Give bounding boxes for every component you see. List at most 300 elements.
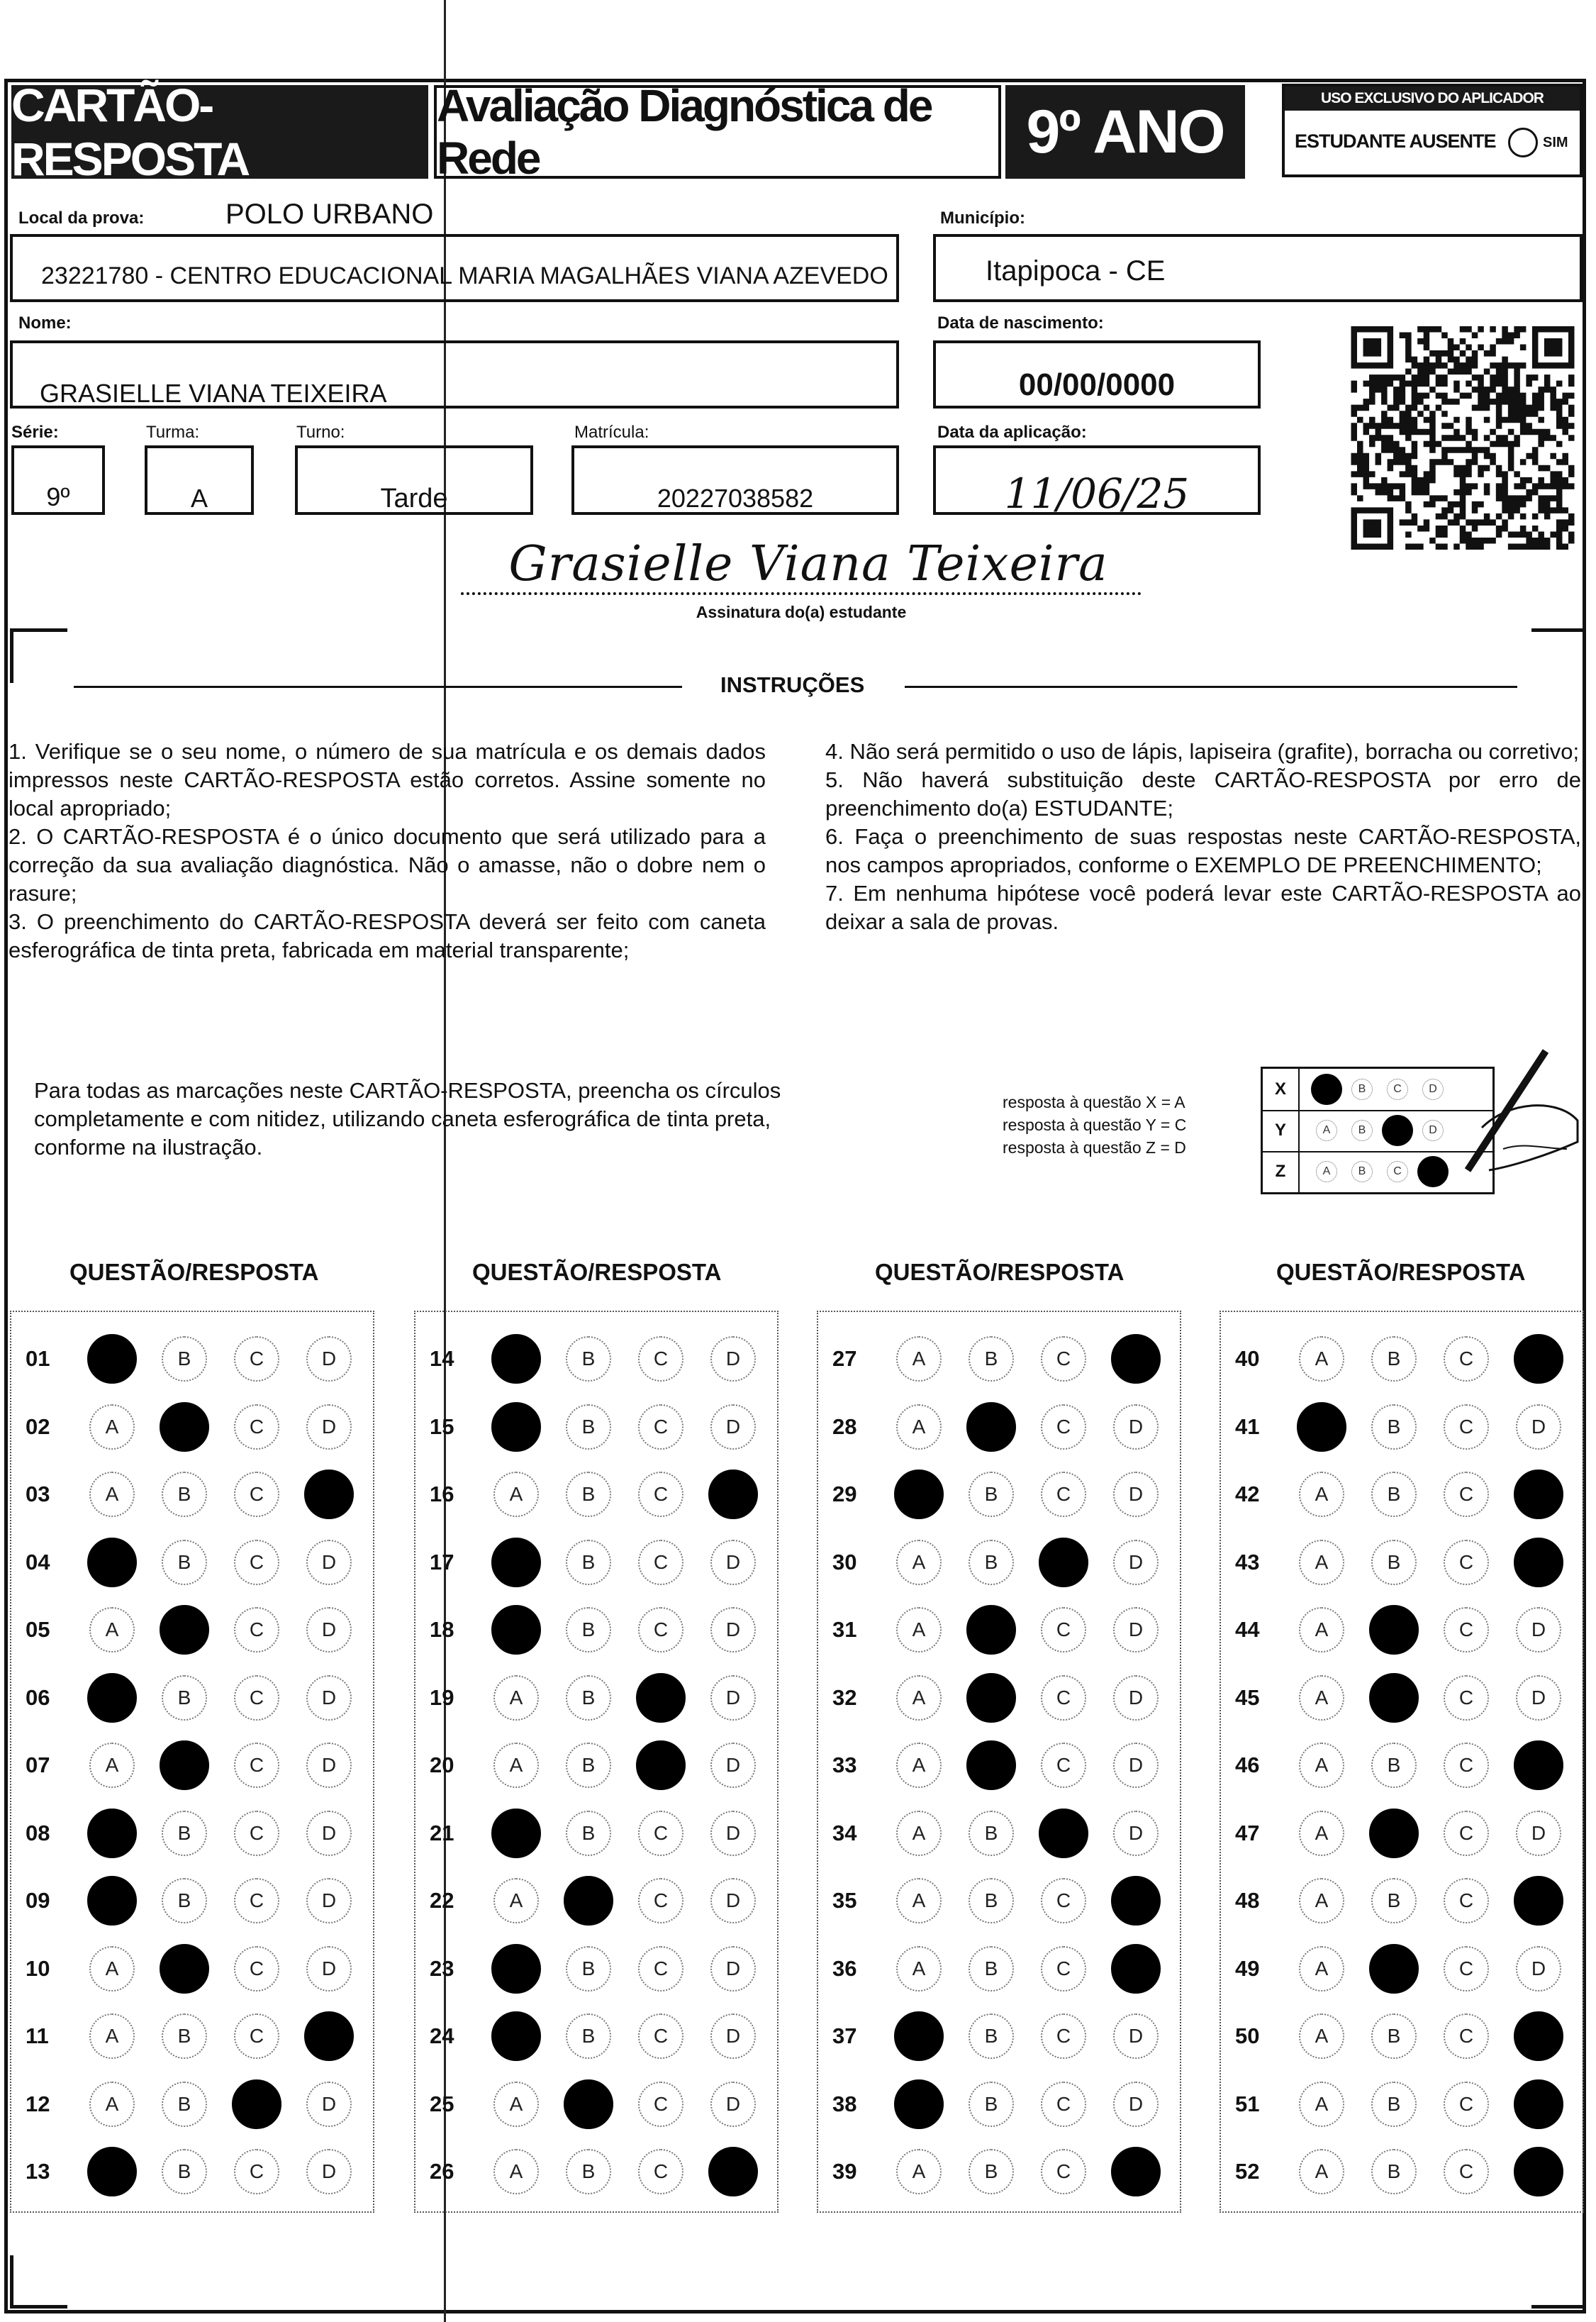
answer-bubble-b[interactable]: B bbox=[162, 1336, 207, 1382]
answer-bubble-d[interactable] bbox=[1514, 1538, 1563, 1587]
answer-bubble-b[interactable]: B bbox=[1371, 2149, 1417, 2194]
answer-bubble-a[interactable]: A bbox=[89, 1404, 135, 1450]
answer-bubble-c[interactable]: C bbox=[1041, 1675, 1086, 1721]
answer-bubble-d[interactable] bbox=[1514, 2147, 1563, 2196]
instruction-item: 4. Não será permitido o uso de lápis, lapiseira (grafite), borracha ou corretivo; bbox=[825, 739, 1580, 764]
answer-bubble-d[interactable]: D bbox=[710, 2082, 756, 2127]
answer-bubble-b[interactable] bbox=[1369, 1944, 1419, 1994]
question-number: 46 bbox=[1235, 1752, 1260, 1777]
answer-bubble-d[interactable] bbox=[1111, 2147, 1161, 2196]
absent-option-label: SIM bbox=[1543, 135, 1568, 150]
answer-bubble-b[interactable]: B bbox=[1371, 1743, 1417, 1788]
example-line: resposta à questão X = A bbox=[1003, 1093, 1185, 1111]
question-number: 05 bbox=[26, 1617, 50, 1642]
card-title: CARTÃO-RESPOSTA bbox=[11, 85, 428, 179]
answer-bubble-c[interactable]: C bbox=[1444, 1404, 1489, 1450]
answer-bubble-d[interactable]: D bbox=[306, 1336, 352, 1382]
answer-bubble-b[interactable]: B bbox=[162, 1675, 207, 1721]
student-signature[interactable]: Grasielle Viana Teixeira bbox=[508, 536, 1108, 592]
answer-bubble-a[interactable]: A bbox=[896, 2149, 942, 2194]
answer-bubble-d[interactable]: D bbox=[306, 1675, 352, 1721]
answer-bubble-a[interactable]: A bbox=[493, 1878, 539, 1923]
answer-bubble-a[interactable]: A bbox=[896, 1743, 942, 1788]
instructions-rule-left bbox=[74, 686, 682, 688]
answer-bubble-d[interactable]: D bbox=[1113, 1743, 1159, 1788]
answer-bubble-a[interactable]: A bbox=[1299, 2013, 1344, 2059]
answer-bubble-b[interactable] bbox=[966, 1605, 1016, 1655]
answer-bubble-c[interactable]: C bbox=[638, 1607, 683, 1652]
question-number: 07 bbox=[26, 1752, 50, 1777]
answer-bubble-d[interactable] bbox=[1514, 2079, 1563, 2129]
answer-bubble-c[interactable]: C bbox=[1444, 1946, 1489, 1992]
answer-bubble-d[interactable]: D bbox=[1113, 1540, 1159, 1585]
signature-line bbox=[461, 592, 1142, 595]
example-bubble: B bbox=[1351, 1161, 1373, 1182]
answer-bubble-d[interactable]: D bbox=[1113, 1607, 1159, 1652]
answer-bubble-d[interactable]: D bbox=[1113, 1472, 1159, 1517]
answer-bubble-a[interactable]: A bbox=[89, 1472, 135, 1517]
answer-bubble-d[interactable]: D bbox=[1113, 1404, 1159, 1450]
answer-bubble-c[interactable]: C bbox=[1444, 1472, 1489, 1517]
answer-bubble-a[interactable] bbox=[87, 1809, 137, 1858]
question-number: 41 bbox=[1235, 1413, 1260, 1439]
answer-bubble-a[interactable] bbox=[491, 1334, 541, 1384]
turma-value: A bbox=[190, 484, 208, 513]
answer-bubble-b[interactable]: B bbox=[1371, 1404, 1417, 1450]
answer-bubble-a[interactable]: A bbox=[89, 2082, 135, 2127]
qr-code bbox=[1351, 326, 1575, 550]
matricula-field bbox=[571, 445, 899, 515]
answer-bubble-a[interactable] bbox=[87, 1673, 137, 1723]
question-number: 38 bbox=[832, 2091, 857, 2116]
answer-bubble-b[interactable]: B bbox=[162, 1540, 207, 1585]
answer-bubble-b[interactable]: B bbox=[1371, 1878, 1417, 1923]
turma-field bbox=[145, 445, 254, 515]
nome-value: GRASIELLE VIANA TEIXEIRA bbox=[40, 379, 387, 408]
answer-bubble-a[interactable]: A bbox=[493, 1743, 539, 1788]
answer-bubble-d[interactable]: D bbox=[710, 1404, 756, 1450]
answer-bubble-a[interactable] bbox=[491, 1809, 541, 1858]
answer-bubble-c[interactable]: C bbox=[1041, 1946, 1086, 1992]
answer-bubble-b[interactable]: B bbox=[566, 1607, 611, 1652]
answer-bubble-d[interactable]: D bbox=[1113, 2082, 1159, 2127]
question-number: 16 bbox=[430, 1482, 454, 1506]
instruction-item: 7. Em nenhuma hipótese você poderá levar este CARTÃO-RESPOSTA ao deixar a sala de provas. bbox=[825, 881, 1581, 934]
answer-bubble-d[interactable] bbox=[708, 1470, 758, 1519]
answer-bubble-d[interactable]: D bbox=[1516, 1404, 1561, 1450]
question-number: 26 bbox=[430, 2159, 454, 2184]
answer-bubble-c[interactable]: C bbox=[638, 1946, 683, 1992]
example-row-label: X bbox=[1263, 1069, 1300, 1110]
instruction-item: 1. Verifique se o seu nome, o número de sua matrícula e os demais dados impressos neste CARTÃO-RESPOSTA estão corretos. Assine somente no local apropriado; bbox=[9, 739, 766, 821]
answer-bubble-c[interactable]: C bbox=[234, 1472, 279, 1517]
answer-bubble-d[interactable] bbox=[1111, 1944, 1161, 1994]
answer-bubble-b[interactable] bbox=[966, 1673, 1016, 1723]
answer-bubble-c[interactable]: C bbox=[1444, 1336, 1489, 1382]
answer-bubble-a[interactable] bbox=[87, 1876, 137, 1926]
answer-bubble-b[interactable]: B bbox=[162, 1811, 207, 1856]
question-number: 10 bbox=[26, 1955, 50, 1981]
answer-bubble-c[interactable]: C bbox=[1444, 1811, 1489, 1856]
answer-bubble-b[interactable] bbox=[160, 1740, 209, 1790]
answer-bubble-a[interactable]: A bbox=[493, 2082, 539, 2127]
answer-bubble-c[interactable]: C bbox=[1444, 2013, 1489, 2059]
answer-bubble-b[interactable] bbox=[160, 1402, 209, 1452]
question-number: 40 bbox=[1235, 1346, 1260, 1371]
absent-label: ESTUDANTE AUSENTE bbox=[1295, 130, 1496, 152]
question-number: 48 bbox=[1235, 1888, 1260, 1913]
qr-modules bbox=[1351, 326, 1575, 550]
answer-bubble-c[interactable] bbox=[1039, 1538, 1088, 1587]
question-number: 31 bbox=[832, 1617, 857, 1642]
answer-bubble-c[interactable]: C bbox=[638, 1336, 683, 1382]
fill-note: Para todas as marcações neste CARTÃO-RESPOSTA, preencha os círculos completamente e com nitidez, utilizando caneta esferográfica de tinta preta, conforme na ilustração. bbox=[34, 1078, 781, 1160]
answer-bubble-a[interactable]: A bbox=[896, 1878, 942, 1923]
answer-bubble-a[interactable]: A bbox=[89, 1607, 135, 1652]
answer-bubble-b[interactable]: B bbox=[162, 2149, 207, 2194]
answer-bubble-c[interactable]: C bbox=[1444, 1878, 1489, 1923]
answer-bubble-c[interactable] bbox=[232, 2079, 281, 2129]
question-number: 04 bbox=[26, 1549, 50, 1574]
example-bubble: B bbox=[1351, 1120, 1373, 1141]
answer-bubble-b[interactable]: B bbox=[969, 2149, 1014, 2194]
answer-bubble-b[interactable]: B bbox=[566, 1811, 611, 1856]
corner-bottom-left bbox=[10, 2255, 67, 2309]
answer-bubble-d[interactable]: D bbox=[710, 1336, 756, 1382]
answer-bubble-a[interactable]: A bbox=[1299, 1607, 1344, 1652]
answer-bubble-b[interactable]: B bbox=[1371, 2082, 1417, 2127]
answer-bubble-c[interactable]: C bbox=[234, 1336, 279, 1382]
answer-bubble-d[interactable]: D bbox=[306, 1404, 352, 1450]
answer-bubble-a[interactable]: A bbox=[1299, 1540, 1344, 1585]
answer-bubble-b[interactable]: B bbox=[969, 1878, 1014, 1923]
answer-bubble-d[interactable]: D bbox=[1516, 1607, 1561, 1652]
answer-bubble-b[interactable]: B bbox=[969, 1811, 1014, 1856]
answer-bubble-c[interactable]: C bbox=[234, 1811, 279, 1856]
instruction-item: 3. O preenchimento do CARTÃO-RESPOSTA deverá ser feito com caneta esferográfica de tinta preta, fabricada em material transparente; bbox=[9, 909, 766, 962]
answer-bubble-d[interactable]: D bbox=[710, 1946, 756, 1992]
example-bubble: C bbox=[1387, 1079, 1408, 1100]
answer-bubble-c[interactable]: C bbox=[1041, 1336, 1086, 1382]
answer-bubble-c[interactable]: C bbox=[1041, 1878, 1086, 1923]
answer-bubble-c[interactable] bbox=[636, 1740, 686, 1790]
corner-top-left bbox=[10, 628, 67, 683]
question-number: 25 bbox=[430, 2091, 454, 2116]
answer-bubble-b[interactable] bbox=[1369, 1673, 1419, 1723]
answer-bubble-a[interactable]: A bbox=[1299, 1878, 1344, 1923]
question-number: 11 bbox=[26, 2023, 49, 2048]
answer-bubble-d[interactable] bbox=[708, 2147, 758, 2196]
answer-bubble-c[interactable]: C bbox=[234, 1878, 279, 1923]
school-field bbox=[10, 234, 899, 302]
answer-bubble-d[interactable] bbox=[1514, 1740, 1563, 1790]
question-number: 29 bbox=[832, 1482, 857, 1506]
answer-bubble-b[interactable]: B bbox=[1371, 2013, 1417, 2059]
answer-bubble-a[interactable]: A bbox=[1299, 1946, 1344, 1992]
answer-bubble-a[interactable]: A bbox=[1299, 1811, 1344, 1856]
question-number: 33 bbox=[832, 1752, 857, 1777]
answer-bubble-b[interactable] bbox=[1369, 1809, 1419, 1858]
answer-bubble-d[interactable]: D bbox=[710, 1743, 756, 1788]
answer-bubble-b[interactable]: B bbox=[162, 1472, 207, 1517]
answer-bubble-c[interactable]: C bbox=[1041, 2013, 1086, 2059]
column-header: QUESTÃO/RESPOSTA bbox=[875, 1259, 1125, 1285]
matricula-value: 20227038582 bbox=[657, 484, 814, 513]
answer-bubble-a[interactable] bbox=[87, 1334, 137, 1384]
answer-bubble-a[interactable] bbox=[894, 2011, 944, 2061]
answer-bubble-a[interactable] bbox=[894, 2079, 944, 2129]
answer-bubble-c[interactable]: C bbox=[234, 1675, 279, 1721]
example-bubble: A bbox=[1316, 1161, 1337, 1182]
answer-bubble-d[interactable]: D bbox=[710, 1675, 756, 1721]
answer-bubble-c[interactable]: C bbox=[1041, 1404, 1086, 1450]
answer-bubble-c[interactable]: C bbox=[638, 2082, 683, 2127]
answer-bubble-c[interactable]: C bbox=[234, 1404, 279, 1450]
answer-bubble-b[interactable] bbox=[160, 1605, 209, 1655]
answer-bubble-a[interactable] bbox=[491, 1538, 541, 1587]
answer-bubble-a[interactable]: A bbox=[89, 1743, 135, 1788]
question-number: 06 bbox=[26, 1684, 50, 1710]
answer-bubble-d[interactable] bbox=[1111, 1876, 1161, 1926]
answer-bubble-c[interactable]: C bbox=[234, 1946, 279, 1992]
answer-bubble-a[interactable]: A bbox=[896, 1811, 942, 1856]
answer-bubble-d[interactable]: D bbox=[710, 1878, 756, 1923]
answer-bubble-c[interactable]: C bbox=[1444, 2149, 1489, 2194]
question-number: 18 bbox=[430, 1617, 454, 1642]
answer-bubble-b[interactable] bbox=[966, 1402, 1016, 1452]
answer-bubble-c[interactable]: C bbox=[234, 1607, 279, 1652]
answer-bubble-a[interactable]: A bbox=[896, 1336, 942, 1382]
answer-bubble-c[interactable]: C bbox=[638, 1878, 683, 1923]
answer-bubble-d[interactable]: D bbox=[710, 1540, 756, 1585]
answer-bubble-a[interactable]: A bbox=[89, 2013, 135, 2059]
answer-bubble-a[interactable]: A bbox=[89, 1946, 135, 1992]
local-value: POLO URBANO bbox=[225, 199, 434, 230]
answer-bubble-d[interactable]: D bbox=[306, 2149, 352, 2194]
question-number: 23 bbox=[430, 1955, 454, 1981]
aplicacao-label: Data da aplicação: bbox=[937, 423, 1087, 442]
answer-bubble-a[interactable]: A bbox=[896, 1946, 942, 1992]
turma-label: Turma: bbox=[146, 423, 200, 442]
answer-bubble-c[interactable]: C bbox=[1444, 2082, 1489, 2127]
answer-bubble-a[interactable]: A bbox=[493, 1472, 539, 1517]
school-value: 23221780 - CENTRO EDUCACIONAL MARIA MAGALHÃES VIANA AZEVEDO bbox=[41, 262, 888, 289]
answer-bubble-b[interactable] bbox=[160, 1944, 209, 1994]
answer-bubble-d[interactable]: D bbox=[1113, 1675, 1159, 1721]
answer-bubble-a[interactable]: A bbox=[896, 1540, 942, 1585]
answer-bubble-a[interactable]: A bbox=[1299, 2082, 1344, 2127]
answer-bubble-b[interactable]: B bbox=[969, 1540, 1014, 1585]
question-number: 28 bbox=[832, 1413, 857, 1439]
answer-bubble-d[interactable] bbox=[304, 1470, 354, 1519]
answer-bubble-b[interactable]: B bbox=[969, 1336, 1014, 1382]
nascimento-field bbox=[933, 340, 1261, 409]
answer-bubble-a[interactable]: A bbox=[493, 2149, 539, 2194]
column-header: QUESTÃO/RESPOSTA bbox=[472, 1259, 722, 1285]
answer-bubble-b[interactable]: B bbox=[566, 1472, 611, 1517]
answer-bubble-a[interactable] bbox=[1297, 1402, 1346, 1452]
question-number: 52 bbox=[1235, 2159, 1260, 2184]
answer-bubble-a[interactable] bbox=[491, 1605, 541, 1655]
answer-bubble-c[interactable]: C bbox=[234, 2013, 279, 2059]
question-number: 43 bbox=[1235, 1549, 1260, 1574]
answer-bubble-b[interactable] bbox=[966, 1740, 1016, 1790]
answer-bubble-c[interactable]: C bbox=[1444, 1675, 1489, 1721]
question-number: 34 bbox=[832, 1820, 857, 1845]
answer-bubble-b[interactable]: B bbox=[566, 2013, 611, 2059]
question-number: 20 bbox=[430, 1752, 454, 1777]
answer-bubble-d[interactable]: D bbox=[710, 2013, 756, 2059]
answer-bubble-c[interactable]: C bbox=[638, 1811, 683, 1856]
question-number: 19 bbox=[430, 1684, 454, 1710]
answer-bubble-a[interactable] bbox=[491, 1402, 541, 1452]
example-line: resposta à questão Y = C bbox=[1003, 1116, 1187, 1134]
answer-bubble-b[interactable]: B bbox=[969, 1472, 1014, 1517]
answer-bubble-c[interactable]: C bbox=[234, 1743, 279, 1788]
answer-bubble-a[interactable] bbox=[491, 1944, 541, 1994]
serie-label: Série: bbox=[11, 423, 59, 442]
answer-bubble-c[interactable] bbox=[636, 1673, 686, 1723]
serie-field bbox=[11, 445, 105, 515]
answer-bubble-b[interactable] bbox=[564, 1876, 613, 1926]
question-number: 21 bbox=[430, 1820, 454, 1845]
answer-bubble-d[interactable] bbox=[1514, 2011, 1563, 2061]
example-legend bbox=[1003, 1091, 1244, 1159]
answer-bubble-c[interactable]: C bbox=[1041, 2149, 1086, 2194]
answer-bubble-d[interactable]: D bbox=[306, 1743, 352, 1788]
answer-bubble-a[interactable]: A bbox=[896, 1404, 942, 1450]
answer-bubble-c[interactable]: C bbox=[234, 1540, 279, 1585]
instruction-item: 6. Faça o preenchimento de suas respostas neste CARTÃO-RESPOSTA, nos campos apropriados, conforme o EXEMPLO DE PREENCHIMENTO; bbox=[825, 824, 1581, 877]
answer-bubble-d[interactable] bbox=[1111, 1334, 1161, 1384]
answer-bubble-b[interactable]: B bbox=[566, 1336, 611, 1382]
answer-bubble-d[interactable]: D bbox=[306, 2082, 352, 2127]
answer-bubble-d[interactable] bbox=[304, 2011, 354, 2061]
absent-checkbox[interactable] bbox=[1508, 128, 1538, 157]
answer-bubble-a[interactable]: A bbox=[1299, 2149, 1344, 2194]
answer-bubble-a[interactable] bbox=[87, 1538, 137, 1587]
answer-bubble-b[interactable]: B bbox=[566, 1946, 611, 1992]
answer-bubble-c[interactable]: C bbox=[1444, 1743, 1489, 1788]
answer-bubble-c[interactable]: C bbox=[1041, 1743, 1086, 1788]
answer-bubble-d[interactable]: D bbox=[710, 1811, 756, 1856]
answer-bubble-d[interactable]: D bbox=[1516, 1675, 1561, 1721]
answer-bubble-b[interactable] bbox=[1369, 1605, 1419, 1655]
answer-bubble-a[interactable]: A bbox=[1299, 1675, 1344, 1721]
municipio-label: Município: bbox=[940, 209, 1025, 228]
question-number: 42 bbox=[1235, 1482, 1260, 1506]
applicator-header: USO EXCLUSIVO DO APLICADOR bbox=[1285, 87, 1580, 111]
answer-bubble-b[interactable]: B bbox=[566, 1540, 611, 1585]
answer-bubble-b[interactable]: B bbox=[566, 1743, 611, 1788]
answer-bubble-d[interactable]: D bbox=[306, 1540, 352, 1585]
question-number: 15 bbox=[430, 1413, 454, 1439]
answer-bubble-c[interactable]: C bbox=[1444, 1607, 1489, 1652]
answer-bubble-d[interactable]: D bbox=[306, 1811, 352, 1856]
serie-value: 9º bbox=[46, 482, 70, 511]
answer-bubble-a[interactable]: A bbox=[1299, 1336, 1344, 1382]
instructions-rule-right bbox=[905, 686, 1517, 688]
answer-bubble-b[interactable]: B bbox=[969, 1946, 1014, 1992]
question-number: 02 bbox=[26, 1413, 50, 1439]
example-bubble: A bbox=[1316, 1120, 1337, 1141]
example-bubble: B bbox=[1351, 1079, 1373, 1100]
answer-bubble-b[interactable]: B bbox=[566, 2149, 611, 2194]
answer-bubble-c[interactable]: C bbox=[234, 2149, 279, 2194]
answer-bubble-c[interactable]: C bbox=[638, 1404, 683, 1450]
answer-bubble-a[interactable]: A bbox=[896, 1607, 942, 1652]
answer-bubble-a[interactable]: A bbox=[1299, 1472, 1344, 1517]
answer-bubble-c[interactable] bbox=[1039, 1809, 1088, 1858]
answer-bubble-c[interactable]: C bbox=[638, 1540, 683, 1585]
answer-bubble-b[interactable]: B bbox=[1371, 1472, 1417, 1517]
answer-bubble-b[interactable]: B bbox=[969, 2013, 1014, 2059]
answer-bubble-c[interactable]: C bbox=[638, 1472, 683, 1517]
question-number: 37 bbox=[832, 2023, 857, 2048]
turno-field bbox=[295, 445, 533, 515]
answer-bubble-d[interactable]: D bbox=[1516, 1811, 1561, 1856]
aplicacao-field[interactable] bbox=[933, 445, 1261, 518]
answer-bubble-d[interactable]: D bbox=[306, 1607, 352, 1652]
answer-bubble-a[interactable] bbox=[491, 2011, 541, 2061]
example-row-label: Z bbox=[1263, 1151, 1300, 1192]
answer-bubble-a[interactable]: A bbox=[1299, 1743, 1344, 1788]
answer-bubble-c[interactable]: C bbox=[1444, 1540, 1489, 1585]
answer-bubble-a[interactable]: A bbox=[896, 1675, 942, 1721]
column-header: QUESTÃO/RESPOSTA bbox=[69, 1259, 319, 1285]
answer-bubble-d[interactable] bbox=[1514, 1470, 1563, 1519]
answer-bubble-d[interactable]: D bbox=[306, 1878, 352, 1923]
answer-bubble-d[interactable] bbox=[1514, 1334, 1563, 1384]
nascimento-value: 00/00/0000 bbox=[1018, 367, 1176, 402]
question-number: 45 bbox=[1235, 1684, 1260, 1710]
answer-bubble-d[interactable]: D bbox=[1516, 1946, 1561, 1992]
answer-bubble-c[interactable]: C bbox=[1041, 2082, 1086, 2127]
matricula-label: Matrícula: bbox=[574, 423, 649, 442]
answer-bubble-b[interactable]: B bbox=[566, 1675, 611, 1721]
question-number: 01 bbox=[26, 1346, 50, 1371]
instructions-left bbox=[9, 738, 766, 965]
answer-bubble-c[interactable]: C bbox=[638, 2149, 683, 2194]
answer-bubble-d[interactable]: D bbox=[710, 1607, 756, 1652]
question-number: 17 bbox=[430, 1549, 454, 1574]
answer-bubble-b[interactable]: B bbox=[162, 2082, 207, 2127]
question-number: 39 bbox=[832, 2159, 857, 2184]
aplicacao-value: 11/06/25 bbox=[1004, 470, 1190, 518]
answer-bubble-c[interactable]: C bbox=[1041, 1607, 1086, 1652]
answer-bubble-b[interactable] bbox=[564, 2079, 613, 2129]
answer-bubble-b[interactable]: B bbox=[1371, 1336, 1417, 1382]
answer-bubble-c[interactable]: C bbox=[1041, 1472, 1086, 1517]
answer-bubble-d[interactable]: D bbox=[306, 1946, 352, 1992]
answer-bubble-d[interactable] bbox=[1514, 1876, 1563, 1926]
answer-bubble-b[interactable]: B bbox=[162, 2013, 207, 2059]
instructions-title: INSTRUÇÕES bbox=[720, 672, 865, 697]
answer-bubble-d[interactable]: D bbox=[1113, 2013, 1159, 2059]
corner-top-right bbox=[1531, 628, 1586, 683]
answer-bubble-b[interactable]: B bbox=[969, 2082, 1014, 2127]
answer-bubble-a[interactable] bbox=[87, 2147, 137, 2196]
applicator-box bbox=[1282, 84, 1583, 177]
answer-bubble-c[interactable]: C bbox=[638, 2013, 683, 2059]
answer-bubble-a[interactable] bbox=[894, 1470, 944, 1519]
answer-bubble-b[interactable]: B bbox=[566, 1404, 611, 1450]
answer-bubble-b[interactable]: B bbox=[1371, 1540, 1417, 1585]
answer-bubble-b[interactable]: B bbox=[162, 1878, 207, 1923]
answer-bubble-d[interactable]: D bbox=[1113, 1811, 1159, 1856]
answer-bubble-a[interactable]: A bbox=[493, 1675, 539, 1721]
example-bubble bbox=[1382, 1115, 1413, 1146]
